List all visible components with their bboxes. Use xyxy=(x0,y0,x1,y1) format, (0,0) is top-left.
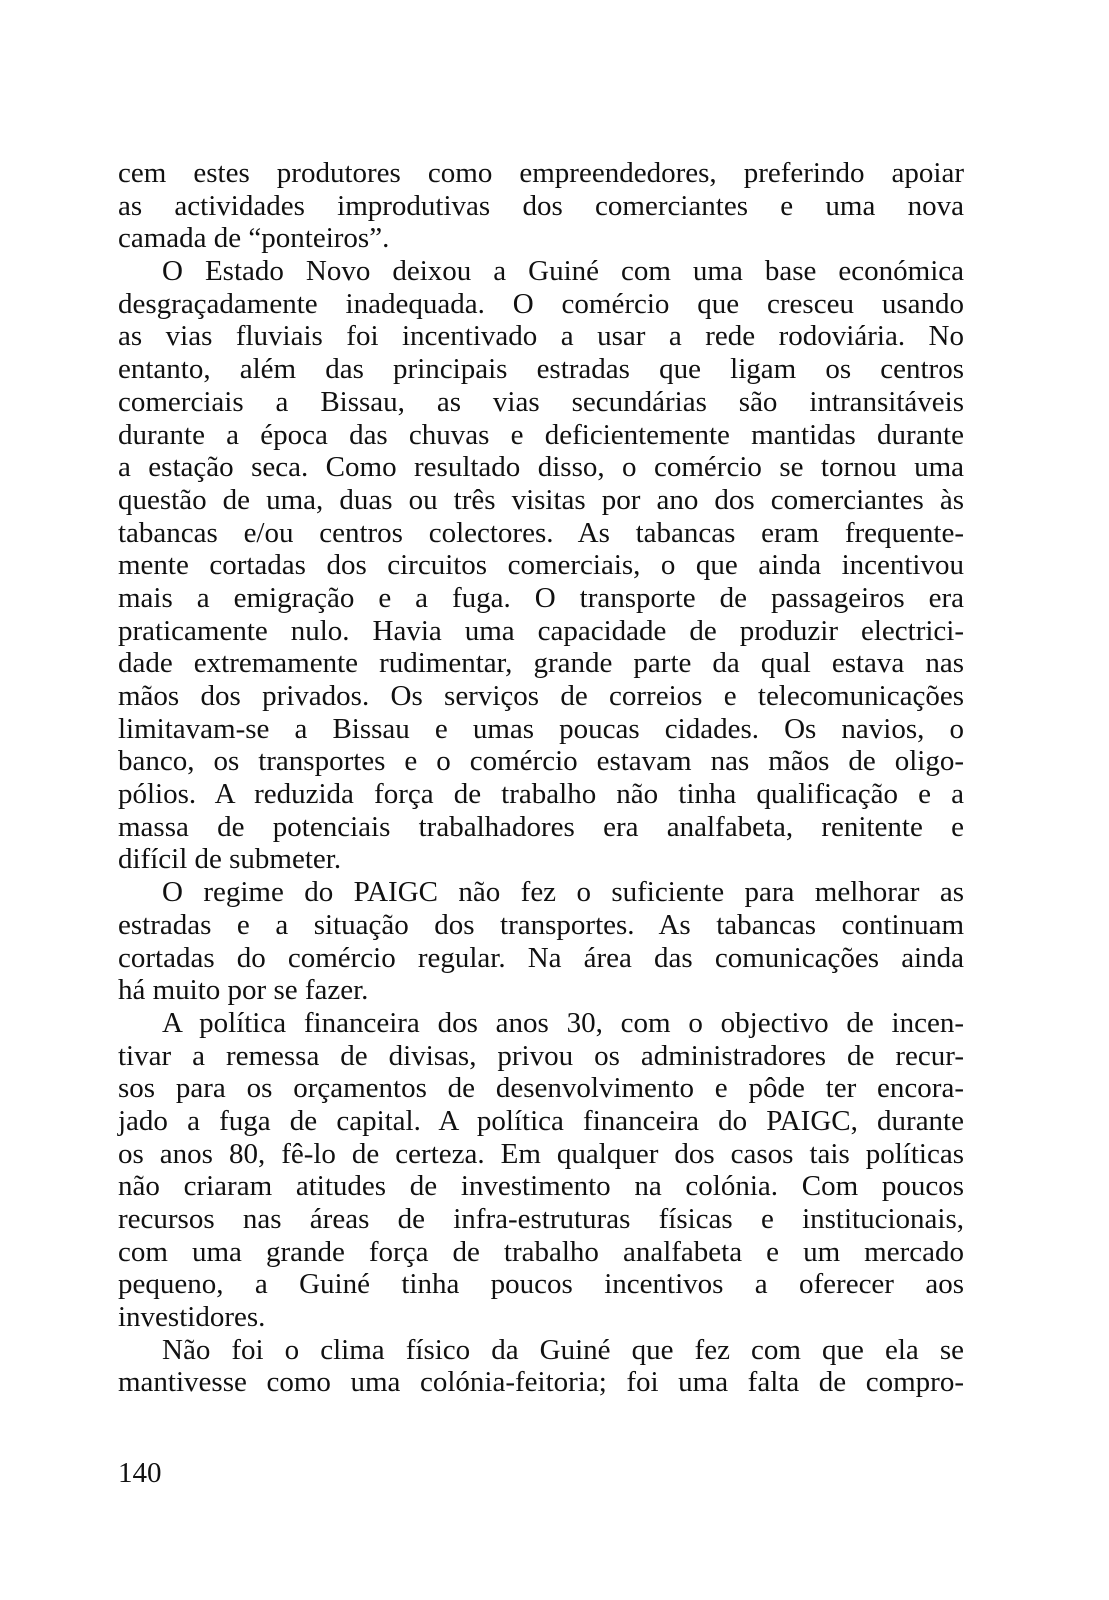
text-line: com uma grande força de trabalho analfabeta e um mercado xyxy=(118,1235,964,1268)
text-line: comerciais a Bissau, as vias secundárias são intransitáveis xyxy=(118,385,964,418)
text-line: sos para os orçamentos de desenvolvimento e pôde ter encora- xyxy=(118,1072,964,1105)
text-line: os anos 80, fê-lo de certeza. Em qualquer dos casos tais políticas xyxy=(118,1137,964,1170)
text-line: mente cortadas dos circuitos comerciais, o que ainda incentivou xyxy=(118,549,964,582)
text-line: não criaram atitudes de investimento na colónia. Com poucos xyxy=(118,1170,964,1203)
text-line: praticamente nulo. Havia uma capacidade de produzir electrici- xyxy=(118,614,964,647)
text-line: recursos nas áreas de infra-estruturas físicas e institucionais, xyxy=(118,1203,964,1235)
text-line: pequeno, a Guiné tinha poucos incentivos a oferecer aos xyxy=(118,1268,964,1301)
text-line: mais a emigração e a fuga. O transporte de passageiros era xyxy=(118,581,964,614)
paragraph-start-line: O Estado Novo deixou a Guiné com uma base económica xyxy=(162,255,964,288)
paragraph-start-line: A política financeira dos anos 30, com o objectivo de incen- xyxy=(162,1006,964,1039)
text-line: pólios. A reduzida força de trabalho não tinha qualificação e a xyxy=(118,778,964,811)
page-number: 140 xyxy=(118,1457,162,1489)
text-line: as actividades improdutivas dos comerciantes e uma nova xyxy=(118,189,964,222)
text-line: cortadas do comércio regular. Na área das comunicações ainda xyxy=(118,941,964,974)
text-line: há muito por se fazer. xyxy=(118,974,369,1007)
text-line: desgraçadamente inadequada. O comércio que cresceu usando xyxy=(118,287,964,320)
paragraph-start-line: O regime do PAIGC não fez o suficiente para melhorar as xyxy=(162,876,964,909)
text-line: limitavam-se a Bissau e umas poucas cidades. Os navios, o xyxy=(118,712,964,745)
body-text xyxy=(118,157,964,1399)
text-line: estradas e a situação dos transportes. As tabancas continuam xyxy=(118,908,964,941)
text-line: dade extremamente rudimentar, grande parte da qual estava nas xyxy=(118,647,964,680)
text-line: difícil de submeter. xyxy=(118,843,342,876)
paragraph-start-line: Não foi o clima físico da Guiné que fez com que ela se xyxy=(162,1333,964,1366)
text-line: durante a época das chuvas e deficientemente mantidas durante xyxy=(118,418,964,451)
text-line: cem estes produtores como empreendedores, preferindo apoiar xyxy=(118,157,964,189)
text-line: tabancas e/ou centros colectores. As tabancas eram frequente- xyxy=(118,516,964,549)
text-line: as vias fluviais foi incentivado a usar a rede rodoviária. No xyxy=(118,320,964,353)
text-line: tivar a remessa de divisas, privou os administradores de recur- xyxy=(118,1039,964,1072)
text-line: mantivesse como uma colónia-feitoria; foi uma falta de compro- xyxy=(118,1366,964,1399)
text-line: camada de “ponteiros”. xyxy=(118,222,390,255)
text-line: questão de uma, duas ou três visitas por ano dos comerciantes às xyxy=(118,483,964,516)
text-line: entanto, além das principais estradas que ligam os centros xyxy=(118,353,964,386)
text-line: investidores. xyxy=(118,1301,266,1334)
text-line: mãos dos privados. Os serviços de correios e telecomunicações xyxy=(118,680,964,712)
text-line: banco, os transportes e o comércio estavam nas mãos de oligo- xyxy=(118,745,964,778)
text-line: massa de potenciais trabalhadores era analfabeta, renitente e xyxy=(118,810,964,843)
text-line: jado a fuga de capital. A política financeira do PAIGC, durante xyxy=(118,1104,964,1137)
text-line: a estação seca. Como resultado disso, o comércio se tornou uma xyxy=(118,451,964,484)
